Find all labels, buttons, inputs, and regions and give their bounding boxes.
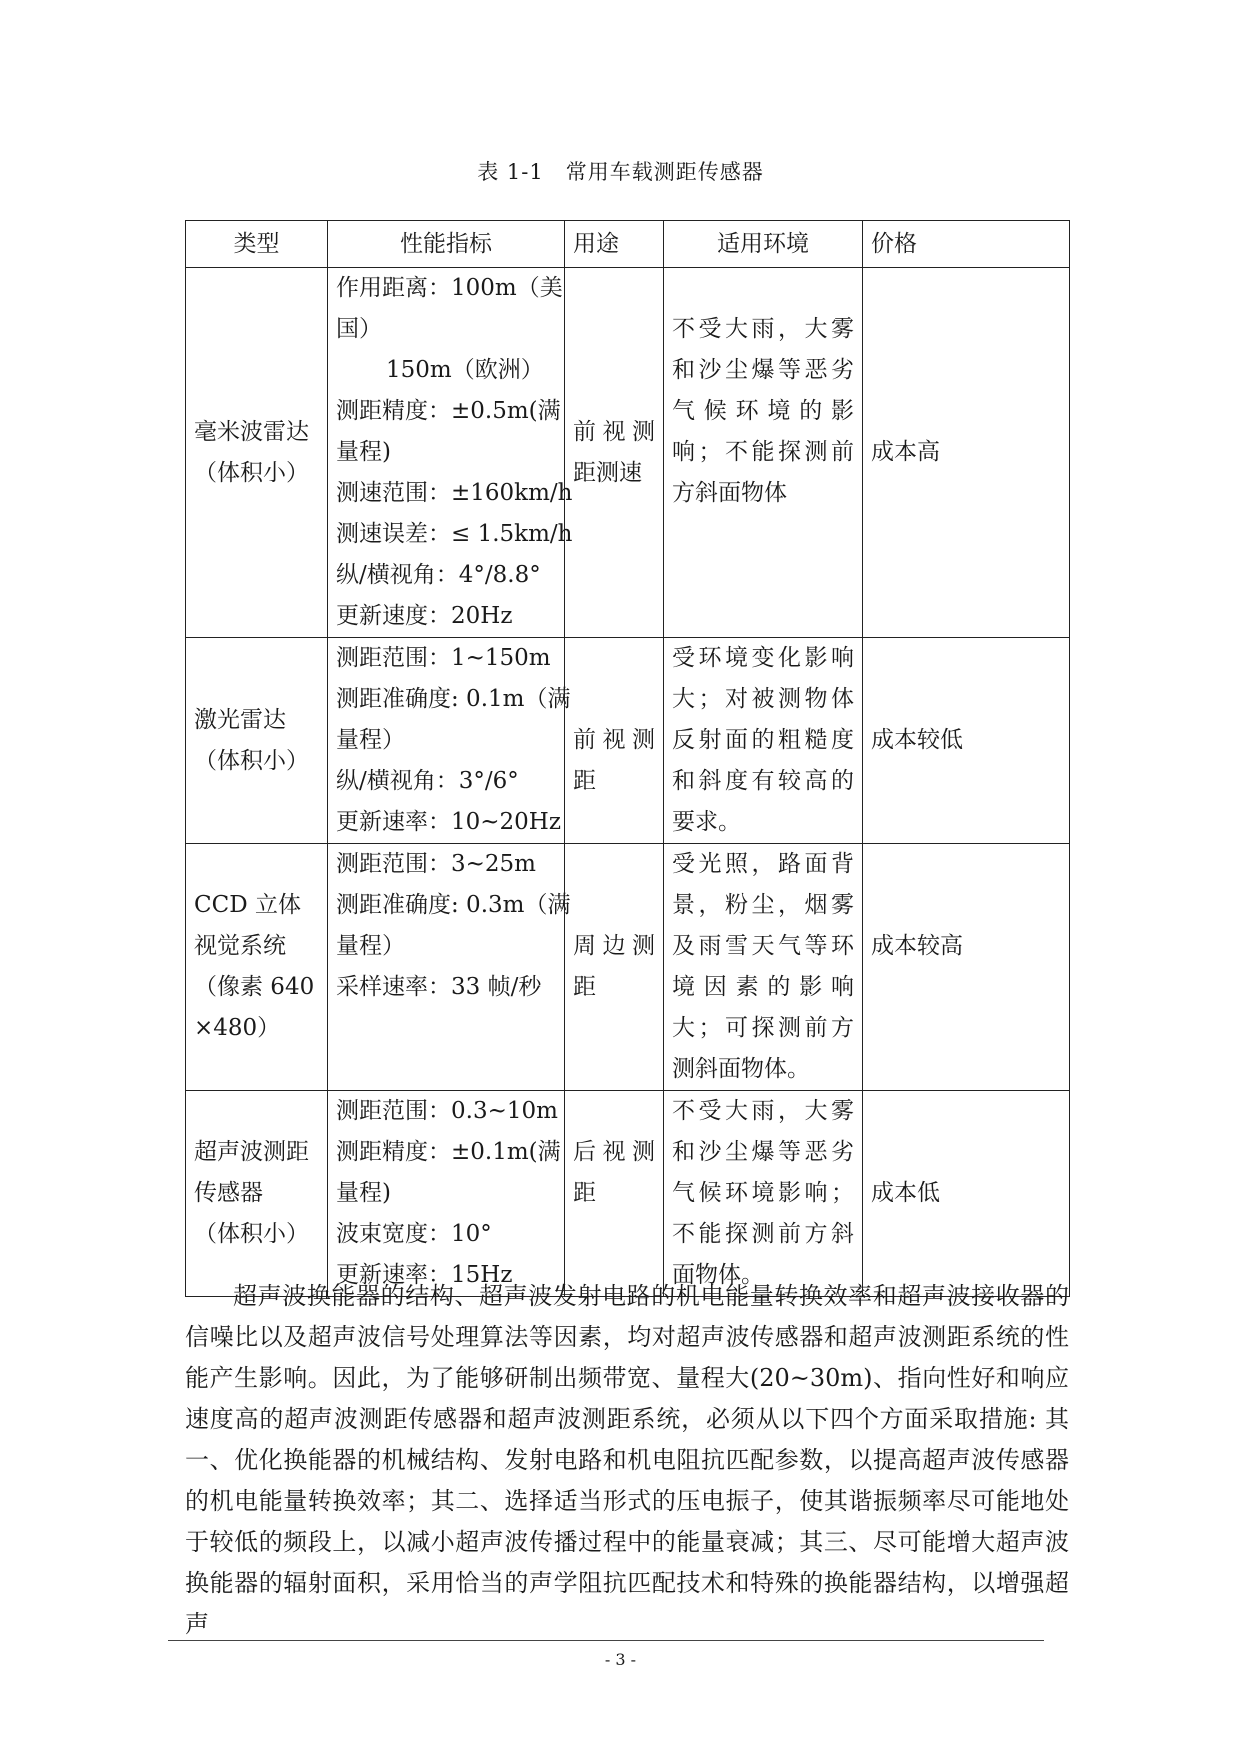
price-cell: 成本较高 bbox=[863, 844, 1070, 1091]
table-caption: 表 1-1 常用车载测距传感器 bbox=[477, 160, 764, 184]
header-specs: 性能指标 bbox=[328, 221, 565, 268]
header-type: 类型 bbox=[186, 221, 328, 268]
specs-cell: 测距范围：3~25m 测距准确度: 0.3m（满 量程） 采样速率：33 帧/秒 bbox=[328, 844, 565, 1091]
sensor-table bbox=[185, 220, 1070, 1297]
header-price: 价格 bbox=[863, 221, 1070, 268]
type-cell: 超声波测距 传感器 （体积小） bbox=[186, 1091, 328, 1297]
use-cell: 后视测距 bbox=[565, 1091, 664, 1297]
env-cell: 受环境变化影响大；对被测物体反射面的粗糙度和斜度有较高的要求。 bbox=[664, 638, 863, 844]
env-cell: 不受大雨，大雾和沙尘爆等恶劣气候环境影响；不能探测前方斜面物体。 bbox=[664, 1091, 863, 1297]
page-number: - 3 - bbox=[604, 1650, 637, 1669]
use-cell: 前视测距测速 bbox=[565, 268, 664, 638]
table-row bbox=[186, 844, 1070, 1091]
header-use: 用途 bbox=[565, 221, 664, 268]
type-cell: CCD 立体 视觉系统 （像素 640 ×480） bbox=[186, 844, 328, 1091]
use-cell: 周边测距 bbox=[565, 844, 664, 1091]
price-cell: 成本高 bbox=[863, 268, 1070, 638]
specs-cell: 测距范围：0.3~10m 测距精度：±0.1m(满 量程) 波束宽度：10° 更新速率：15Hz bbox=[328, 1091, 565, 1297]
table-row bbox=[186, 268, 1070, 638]
specs-cell: 测距范围：1~150m 测距准确度: 0.1m（满 量程） 纵/横视角：3°/6° 更新速率：10~20Hz bbox=[328, 638, 565, 844]
footer-divider bbox=[168, 1640, 1044, 1641]
type-cell: 激光雷达 （体积小） bbox=[186, 638, 328, 844]
type-cell: 毫米波雷达 （体积小） bbox=[186, 268, 328, 638]
header-env: 适用环境 bbox=[664, 221, 863, 268]
table-row bbox=[186, 1091, 1070, 1297]
body-paragraph: 超声波换能器的结构、超声波发射电路的机电能量转换效率和超声波接收器的信噪比以及超声波信号处理算法等因素，均对超声波传感器和超声波测距系统的性能产生影响。因此，为了能够研制出频带宽、量程大(20~30m)、指向性好和响应速度高的超声波测距传感器和超声波测距系统，必须从以下四个方面采取措施: 其一、优化换能器的机械结构、发射电路和机电阻抗匹配参数，以提高超声波传感器的机电能量转换效率；其二、选择适当形式的压电振子，使其谐振频率尽可能地处于较低的频段上，以减小超声波传播过程中的能量衰减；其三、尽可能增大超声波换能器的辐射面积，采用恰当的声学阻抗匹配技术和特殊的换能器结构，以增强超声 bbox=[185, 1282, 1069, 1638]
env-cell: 不受大雨，大雾和沙尘爆等恶劣气候环境的影响；不能探测前方斜面物体 bbox=[664, 268, 863, 638]
env-cell: 受光照，路面背景，粉尘，烟雾及雨雪天气等环境因素的影响大；可探测前方测斜面物体。 bbox=[664, 844, 863, 1091]
price-cell: 成本较低 bbox=[863, 638, 1070, 844]
specs-cell: 作用距离：100m（美 国） 150m（欧洲） 测距精度：±0.5m(满 量程) 测速范围：±160km/h 测速误差：≤ 1.5km/h 纵/横视角：4°/8.8° 更新速度：20Hz bbox=[328, 268, 565, 638]
table-header-row bbox=[186, 221, 1070, 268]
table-row bbox=[186, 638, 1070, 844]
price-cell: 成本低 bbox=[863, 1091, 1070, 1297]
use-cell: 前视测距 bbox=[565, 638, 664, 844]
